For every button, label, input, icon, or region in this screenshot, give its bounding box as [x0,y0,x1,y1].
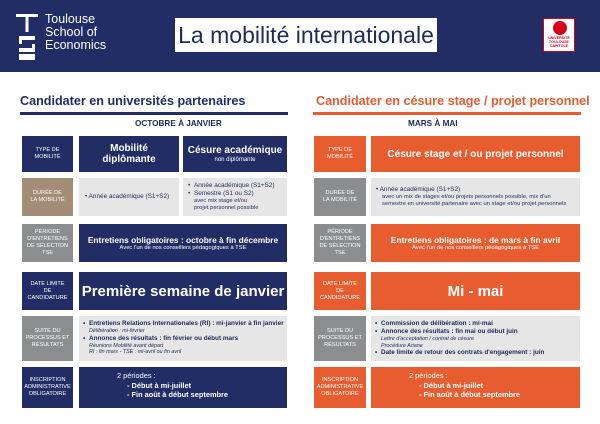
deadline-cell [371,272,580,310]
list-item: • Entretiens Relations Internationales (RI) : mi-janvier à fin janvier [83,320,284,327]
row-label-interview-period: PÉRIODE D'ENTRETIENS DE SÉLECTION TSE [314,224,366,262]
list-item: • Annonce des résultats : fin mai ou début juin [375,328,518,335]
section-title-gap-year: Candidater en césure stage / projet personnel [316,94,590,108]
registration-period-item: - Fin août à début septembre [419,390,521,399]
interview-title: Entretiens obligatoires : octobre à fin décembre [87,234,279,245]
duration-note: avec mix stage et/ou [194,198,248,204]
period-label: MARS À MAI [408,119,458,128]
next-steps-note: Lettre d'acceptation / contrat de césure [381,336,475,342]
duration-note: semestre en université partenaire avec un stage et/ou projet personnels [382,201,567,207]
next-steps-note: Réunions Mobilité avant départ [89,342,164,349]
interview-cell [79,224,287,262]
next-steps-cell [79,316,287,361]
list-item: • Année académique (S1+S2) [188,182,275,189]
section-divider [20,112,288,115]
university-emblem-icon [553,21,567,35]
duration-note: projet personnel possible [194,205,259,211]
org-name-line: Economics [45,38,107,52]
next-steps-note: RI : fin mars - TSE : mi-avril ou fin avril [89,349,182,355]
deadline-text: Première semaine de janvier [81,282,285,300]
list-item: • Semestre (S1 ou S2) [188,190,254,197]
tse-logo-icon [16,14,38,60]
title-box [175,18,437,52]
type-title: Césure académique [187,144,283,156]
university-logo-text: UNIVERSITÉ TOULOUSE CAPITOLE [548,36,570,48]
row-label-duration: DURÉE DE LA MOBILITÉ [314,178,366,216]
row-label-registration: INSCRIPTION ADMINISTRATIVE OBLIGATOIRE [22,367,73,408]
row-label-type: TYPE DE MOBILITÉ [314,136,366,172]
section-divider [313,112,581,115]
list-item: • Commission de délibération : mi-mai [375,320,493,327]
header-banner [0,0,600,72]
duration-cell-diploma [79,178,179,216]
type-title: diplômante [102,154,156,165]
next-steps-note: Délibération : mi-février [89,328,145,334]
row-label-deadline: DATE LIMITE DE CANDIDATURE [22,272,73,310]
registration-periods: 2 périodes : [409,371,448,380]
period-label: OCTOBRE À JANVIER [135,119,222,128]
type-subtitle: non diplômante [214,156,256,163]
type-cell-gap-internship [371,136,580,172]
interview-subtitle: Avec l'un de nos conseillers pédagogiques à TSE [412,244,539,251]
org-name-line: Toulouse [45,12,96,26]
row-label-deadline: DATE LIMITE DE CANDIDATURE [314,272,366,310]
row-label-registration: INSCRIPTION ADMINISTRATIVE OBLIGATOIRE [314,367,366,408]
registration-period-item: - Début à mi-juillet [127,380,192,390]
interview-subtitle: Avec l'un de nos conseillers pédagogiques à TSE [119,244,247,251]
registration-period-item: - Début à mi-juillet [419,380,484,390]
duration-note: avec un mix de stages et/ou projets personnels possible, mix d'un [382,194,551,200]
next-steps-cell [371,316,580,361]
row-label-interview-period: PÉRIODE D'ENTRETIENS DE SÉLECTION TSE [22,224,73,262]
list-item: • Annonce des résultats : fin février ou début mars [83,334,239,342]
deadline-text: Mi - mai [447,282,504,300]
type-cell-academic-gap [183,136,287,172]
org-name-line: School of [45,25,98,39]
duration-text: • Année académique (S1+S2) [376,186,461,193]
registration-cell [371,367,580,408]
registration-cell [79,367,287,408]
registration-period-item: - Fin août à début septembre [127,390,229,399]
row-label-next-steps: SUITE DU PROCESSUS ET RÉSULTATS [314,316,366,361]
page-title: La mobilité internationale [178,22,434,48]
duration-cell-gap-internship [371,178,580,216]
university-logo [543,18,575,52]
row-label-duration: DURÉE DE LA MOBILITÉ [22,178,73,216]
interview-title: Entretiens obligatoires : de mars à fin avril [390,234,561,245]
interview-cell [371,224,580,262]
duration-cell-academic-gap [183,178,287,216]
list-item: • Date limite de retour des contrats d'engagement : juin [375,349,545,356]
row-label-type: TYPE DE MOBILITÉ [22,136,73,172]
registration-periods: 2 périodes : [117,371,156,380]
section-title-partner-universities: Candidater en universités partenaires [20,94,246,108]
tse-logo-text [45,13,106,52]
next-steps-note: Procédure Ariane [381,342,423,349]
row-label-next-steps: SUITE DU PROCESSUS ET RÉSULTATS [22,316,73,361]
duration-text: • Année académique (S1+S2) [85,193,170,200]
deadline-cell [79,272,287,310]
type-title: Césure stage et / ou projet personnel [387,148,564,160]
type-cell-diploma [79,136,179,172]
type-title: Mobilité [110,143,148,154]
